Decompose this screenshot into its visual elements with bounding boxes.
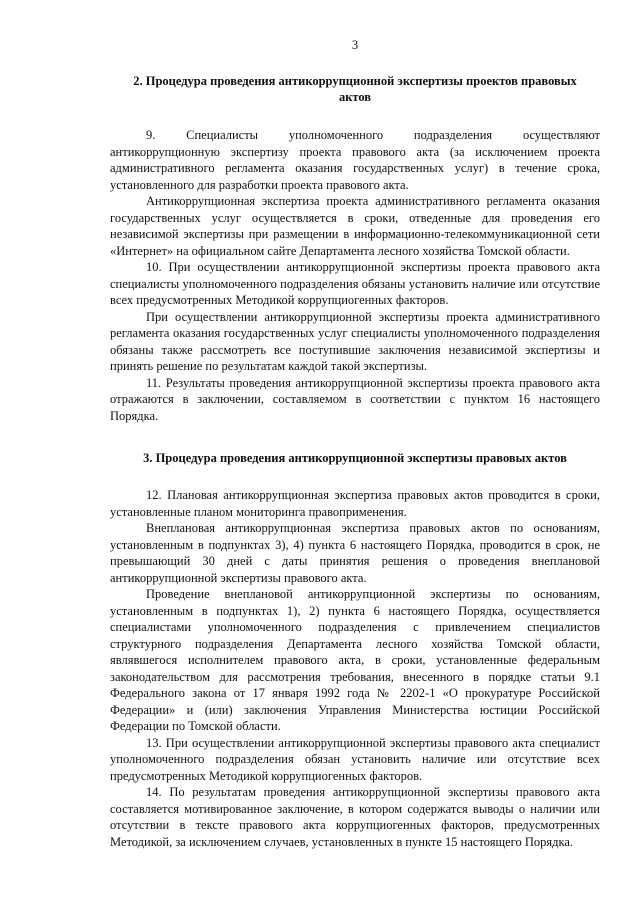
section-2-body (110, 127, 600, 424)
paragraph-12: 12. Плановая антикоррупционная экспертиза правовых актов проводится в сроки, установленные планом мониторинга правоприменения. (110, 488, 600, 519)
paragraph-10-independent-expertise: При осуществлении антикоррупционной экспертизы проекта административного регламента оказания государственных услуг специалисты уполномоченного подразделения обязаны также рассмотреть все поступившие заключения независимой экспертизы и принять решение по результатам каждой такой экспертизы. (110, 309, 600, 373)
section-3-body (110, 487, 600, 850)
paragraph-11: 11. Результаты проведения антикоррупционной экспертизы проекта правового акта отражаются в заключении, составляемом в соответствии с пунктом 16 настоящего Порядка. (110, 375, 600, 423)
page-number: 3 (351, 38, 359, 52)
section-2-title: 2. Процедура проведения антикоррупционной экспертизы проектов правовых актов (133, 74, 577, 104)
paragraph-9-admin-regulation: Антикоррупционная экспертиза проекта административного регламента оказания государственных услуг осуществляется в сроки, отведенные для проведения его независимой экспертизы при размещении в информационно-телекоммуникационной сети «Интернет» на официальном сайте Департамента лесного хозяйства Томской области. (110, 194, 600, 258)
paragraph-13: 13. При осуществлении антикоррупционной экспертизы правового акта специалист уполномоченного подразделения обязан установить наличие или отсутствие всех предусмотренных Методикой коррупциогенных факторов. (110, 735, 600, 783)
section-3-title: 3. Процедура проведения антикоррупционной экспертизы правовых актов (143, 451, 567, 465)
paragraph-9: 9. Специалисты уполномоченного подразделения осуществляют антикоррупционную экспертизу проекта правового акта (за исключением проекта административного регламента оказания государственных услуг) в течение срока, установленного для разработки проекта правового акта. (110, 128, 600, 192)
paragraph-10: 10. При осуществлении антикоррупционной экспертизы проекта правового акта специалисты уполномоченного подразделения обязаны установить наличие или отсутствие всех предусмотренных Методикой коррупциогенных факторов. (110, 260, 600, 307)
paragraph-12-unplanned: Внеплановая антикоррупционная экспертиза правовых актов по основаниям, установленным в подпунктах 3), 4) пункта 6 настоящего Порядка, проводится в срок, не превышающий 30 дней с даты принятия решения о проведения внеплановой антикоррупционной экспертизы правового акта. (110, 521, 600, 585)
paragraph-12-unplanned-conduct: Проведение внеплановой антикоррупционной экспертизы по основаниям, установленным в подпунктах 1), 2) пункта 6 настоящего Порядка, осуществляется специалистами уполномоченного подразделения с привлечением специалистов структурного подразделения Департамента лесного хозяйства Томской области, являвшегося исполнителем правового акта, в сроки, установленные федеральным законодательством для рассмотрения требования, внесенного в порядке статьи 9.1 Федерального закона от 17 января 1992 года № 2202-1 «О прокуратуре Российской Федерации» и (или) заключения Управления Министерства юстиции Российской Федерации по Томской области. (110, 587, 600, 733)
paragraph-14: 14. По результатам проведения антикоррупционной экспертизы правового акта составляется мотивированное заключение, в котором содержатся выводы о наличии или отсутствии в тексте правового акта коррупциогенных факторов, предусмотренных Методикой, за исключением случаев, установленных в пункте 15 настоящего Порядка. (110, 785, 600, 849)
